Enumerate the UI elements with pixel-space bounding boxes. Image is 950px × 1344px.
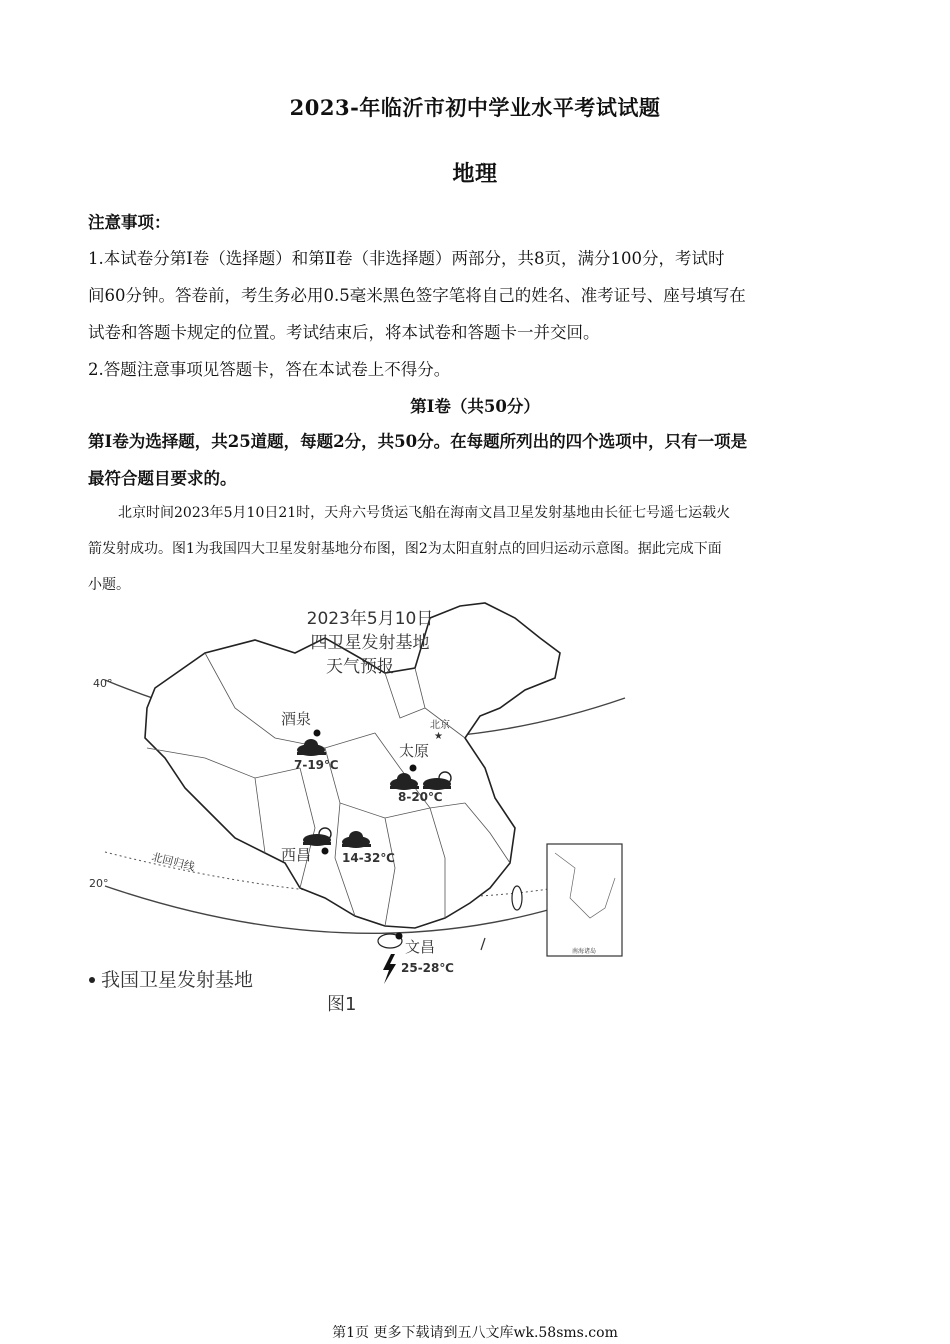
page-footer: 第1页 更多下载请到五八文库wk.58sms.com bbox=[332, 1325, 618, 1341]
legend-label: 我国卫星发射基地 bbox=[101, 969, 254, 991]
figure-title-line3: 天气预报 bbox=[326, 657, 394, 677]
china-launch-sites-map bbox=[85, 598, 645, 1038]
notes-heading: 注意事项： bbox=[88, 213, 171, 232]
lat-20-label: 20° bbox=[89, 877, 109, 890]
south-sea-inset bbox=[547, 844, 622, 956]
xichang-temp: 14-32℃ bbox=[342, 851, 395, 865]
section-instructions-line1: 第Ⅰ卷为选择题，共25道题，每题2分，共50分。在每题所列出的四个选项中，只有一项是 bbox=[88, 432, 748, 451]
wenchang-dot bbox=[396, 933, 403, 940]
notes-item1-line1: 1.本试卷分第Ⅰ卷（选择题）和第Ⅱ卷（非选择题）两部分，共8页，满分100分，考试时 bbox=[88, 249, 725, 268]
jiuquan-name: 酒泉 bbox=[281, 710, 312, 728]
exam-title: 2023-年临沂市初中学业水平考试试题 bbox=[289, 95, 661, 120]
passage-line3: 小题。 bbox=[88, 577, 130, 593]
wenchang-name: 文昌 bbox=[405, 938, 436, 956]
section-instructions-line2: 最符合题目要求的。 bbox=[88, 469, 237, 488]
inset-label: 南海诸岛 bbox=[571, 948, 597, 955]
taiyuan-dot bbox=[410, 765, 417, 772]
subject-title: 地理 bbox=[452, 161, 498, 187]
passage-line2: 箭发射成功。图1为我国四大卫星发射基地分布图，图2为太阳直射点的回归运动示意图。据此完成下面 bbox=[88, 541, 722, 557]
wenchang-temp: 25-28℃ bbox=[401, 961, 454, 975]
jiuquan-temp: 7-19℃ bbox=[294, 758, 339, 772]
taiyuan-temp: 8-20℃ bbox=[398, 790, 443, 804]
legend-bullet-icon bbox=[89, 977, 95, 983]
lightning-icon bbox=[383, 954, 396, 984]
xichang-name: 西昌 bbox=[281, 846, 312, 864]
notes-item1-line2: 间60分钟。答卷前，考生务必用0.5毫米黑色签字笔将自己的姓名、准考证号、座号填写在 bbox=[88, 286, 746, 305]
beijing-label: 北京 bbox=[430, 720, 450, 731]
beijing-star-icon: ★ bbox=[434, 731, 443, 742]
lat-40-label: 40° bbox=[93, 677, 113, 690]
notes-item2: 2.答题注意事项见答题卡，答在本试卷上不得分。 bbox=[88, 360, 451, 379]
figure-caption: 图1 bbox=[327, 994, 357, 1015]
jiuquan-dot bbox=[314, 730, 321, 737]
taiwan-island bbox=[512, 886, 522, 910]
xichang-dot bbox=[322, 848, 329, 855]
taiyuan-name: 太原 bbox=[399, 742, 430, 760]
figure-title-line1: 2023年5月10日 bbox=[306, 609, 434, 629]
notes-item1-line3: 试卷和答题卡规定的位置。考试结束后，将本试卷和答题卡一并交回。 bbox=[88, 323, 600, 342]
figure-title-line2: 四卫星发射基地 bbox=[310, 633, 430, 653]
passage-line1: 北京时间2023年5月10日21时，天舟六号货运飞船在海南文昌卫星发射基地由长征七号遥七运载火 bbox=[118, 505, 731, 521]
tropic-label: 北回归线 bbox=[150, 850, 197, 874]
section-title: 第Ⅰ卷（共50分） bbox=[410, 397, 540, 416]
